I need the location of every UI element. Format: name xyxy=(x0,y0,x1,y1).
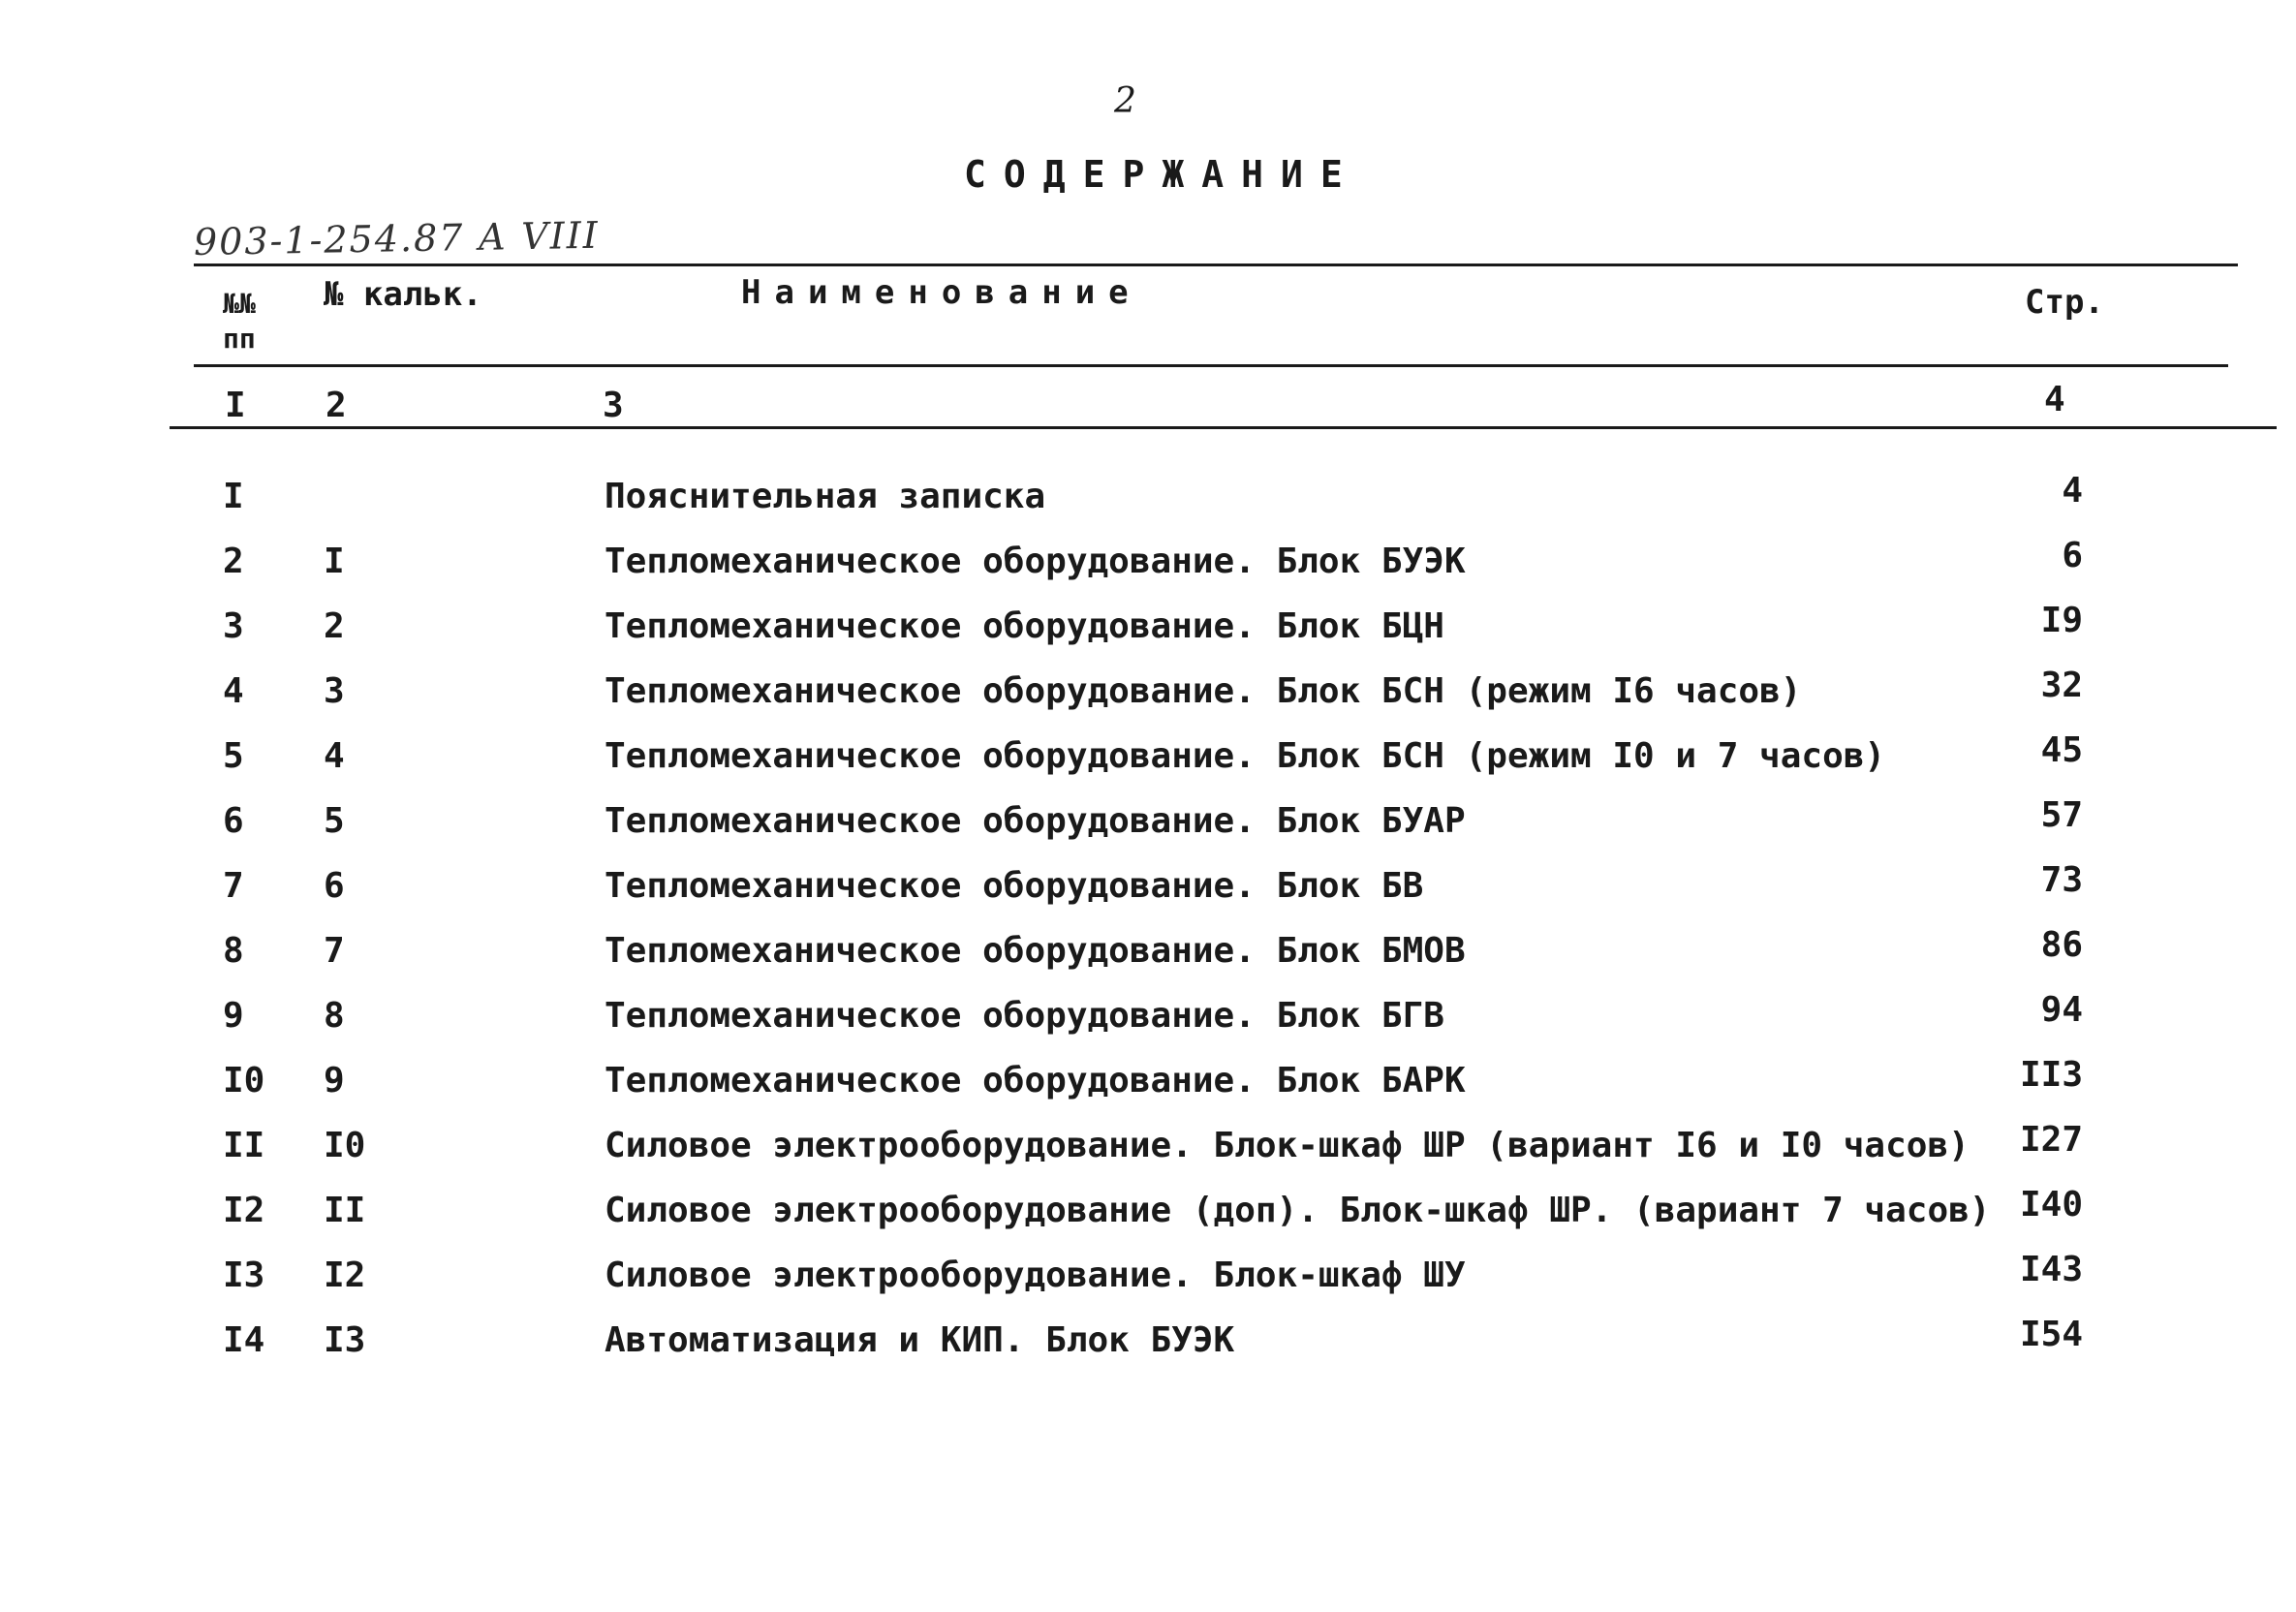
header-num: №№ пп xyxy=(223,288,256,355)
table-row xyxy=(0,1120,2296,1191)
table-row xyxy=(0,601,2296,671)
header-rule-middle xyxy=(194,364,2228,367)
row-number: I0 xyxy=(223,1061,265,1100)
row-page: 45 xyxy=(2040,730,2083,770)
table-row xyxy=(0,1250,2296,1320)
row-page: I9 xyxy=(2040,601,2083,640)
column-number-3: 3 xyxy=(603,386,624,425)
header-rule-bottom xyxy=(170,426,2277,429)
table-row xyxy=(0,795,2296,866)
table-of-contents xyxy=(0,471,2296,1385)
row-calc: I xyxy=(324,542,345,581)
row-name: Тепломеханическое оборудование. Блок БСН (режим I6 часов) xyxy=(605,671,1802,711)
header-page: Стр. xyxy=(2025,283,2104,322)
row-number: 2 xyxy=(223,542,244,581)
row-page: 6 xyxy=(2062,536,2083,575)
page-number: 2 xyxy=(1114,81,1136,121)
row-number: 6 xyxy=(223,801,244,841)
table-row xyxy=(0,1185,2296,1256)
row-page: 73 xyxy=(2040,860,2083,900)
row-calc: 4 xyxy=(324,736,345,776)
row-calc: 5 xyxy=(324,801,345,841)
header-calc: № кальк. xyxy=(324,275,482,314)
table-row xyxy=(0,860,2296,931)
row-page: 4 xyxy=(2062,471,2083,511)
row-name: Тепломеханическое оборудование. Блок БАРК xyxy=(605,1061,1466,1100)
table-row xyxy=(0,666,2296,736)
row-name: Пояснительная записка xyxy=(605,477,1046,516)
row-name: Тепломеханическое оборудование. Блок БУЭК xyxy=(605,542,1466,581)
header-name: Наименование xyxy=(741,273,1142,312)
row-name: Тепломеханическое оборудование. Блок БЦН xyxy=(605,606,1444,646)
row-page: I40 xyxy=(2019,1185,2083,1224)
row-page: 86 xyxy=(2040,925,2083,965)
row-calc: 8 xyxy=(324,996,345,1036)
row-calc: 6 xyxy=(324,866,345,906)
row-number: I3 xyxy=(223,1256,265,1295)
row-number: II xyxy=(223,1126,265,1165)
column-number-1: I xyxy=(225,386,246,425)
header-rule-top xyxy=(194,264,2238,266)
row-name: Тепломеханическое оборудование. Блок БМОВ xyxy=(605,931,1466,971)
row-number: 9 xyxy=(223,996,244,1036)
row-name: Тепломеханическое оборудование. Блок БВ xyxy=(605,866,1424,906)
table-row xyxy=(0,1055,2296,1126)
row-page: 32 xyxy=(2040,666,2083,705)
row-number: 3 xyxy=(223,606,244,646)
row-page: 94 xyxy=(2040,990,2083,1030)
row-name: Тепломеханическое оборудование. Блок БУАР xyxy=(605,801,1466,841)
row-name: Силовое электрооборудование. Блок-шкаф ШР (вариант I6 и I0 часов) xyxy=(605,1126,1970,1165)
row-name: Автоматизация и КИП. Блок БУЭК xyxy=(605,1320,1235,1360)
table-row xyxy=(0,471,2296,542)
row-name: Тепломеханическое оборудование. Блок БСН (режим I0 и 7 часов) xyxy=(605,736,1886,776)
column-number-2: 2 xyxy=(326,386,347,425)
row-calc: 3 xyxy=(324,671,345,711)
row-calc: I0 xyxy=(324,1126,366,1165)
row-page: II3 xyxy=(2019,1055,2083,1095)
row-number: I2 xyxy=(223,1191,265,1230)
row-number: 8 xyxy=(223,931,244,971)
column-number-4: 4 xyxy=(2044,380,2065,419)
page-title: СОДЕРЖАНИЕ xyxy=(964,153,1360,196)
row-calc: I3 xyxy=(324,1320,366,1360)
row-name: Тепломеханическое оборудование. Блок БГВ xyxy=(605,996,1444,1036)
row-number: 4 xyxy=(223,671,244,711)
row-number: I xyxy=(223,477,244,516)
row-page: I27 xyxy=(2019,1120,2083,1160)
table-row xyxy=(0,536,2296,606)
document-code-handwritten: 903-1-254.87 А VIII xyxy=(193,213,601,264)
row-calc: 2 xyxy=(324,606,345,646)
row-page: I54 xyxy=(2019,1315,2083,1354)
row-number: 5 xyxy=(223,736,244,776)
row-number: I4 xyxy=(223,1320,265,1360)
row-calc: 9 xyxy=(324,1061,345,1100)
table-row xyxy=(0,1315,2296,1385)
row-name: Силовое электрооборудование (доп). Блок-шкаф ШР. (вариант 7 часов) xyxy=(605,1191,1991,1230)
table-row xyxy=(0,730,2296,801)
table-row xyxy=(0,925,2296,996)
row-calc: II xyxy=(324,1191,366,1230)
row-calc: I2 xyxy=(324,1256,366,1295)
row-page: I43 xyxy=(2019,1250,2083,1289)
row-number: 7 xyxy=(223,866,244,906)
row-page: 57 xyxy=(2040,795,2083,835)
row-name: Силовое электрооборудование. Блок-шкаф ШУ xyxy=(605,1256,1466,1295)
row-calc: 7 xyxy=(324,931,345,971)
table-row xyxy=(0,990,2296,1061)
